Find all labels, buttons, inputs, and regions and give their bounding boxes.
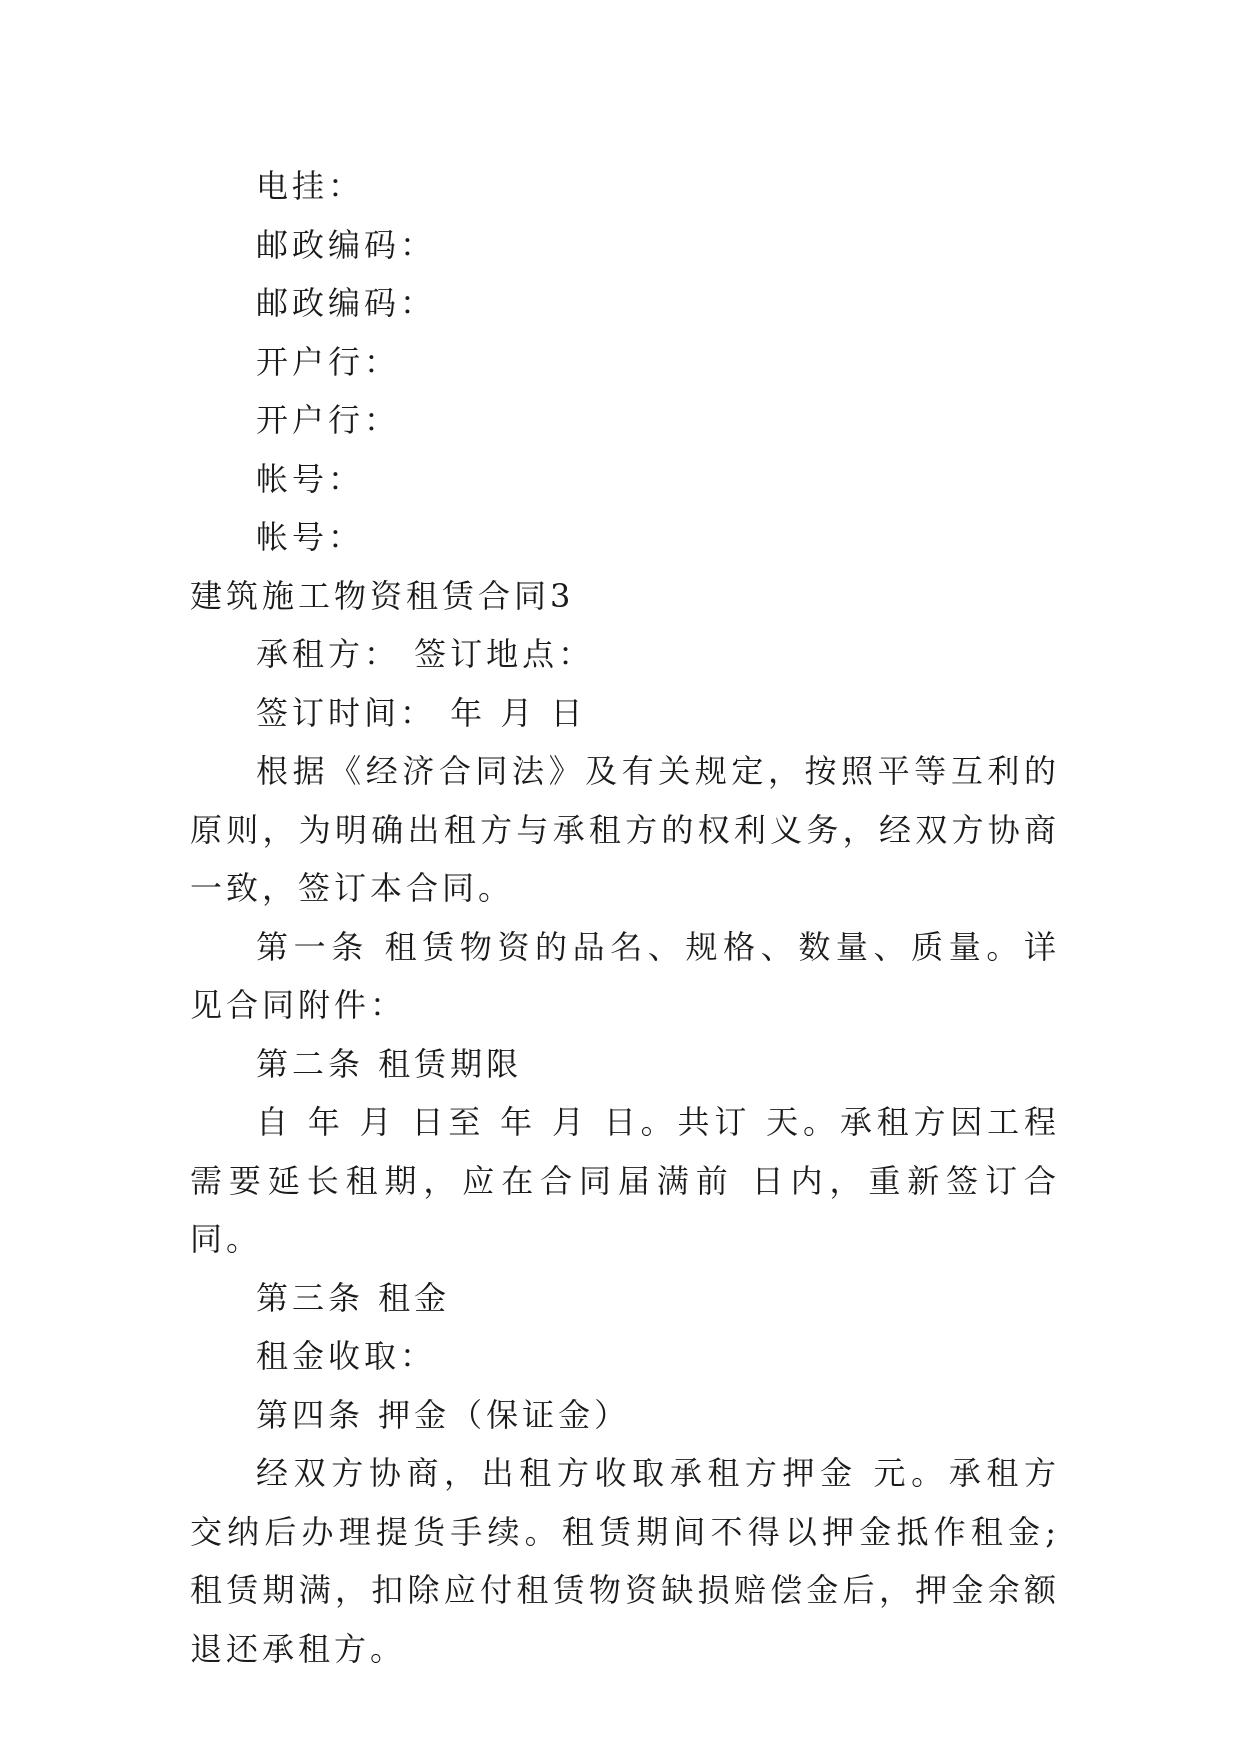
article-2-body: 自 年 月 日至 年 月 日。共订 天。承租方因工程需要延长租期，应在合同届满前 日内，重新签订合同。 bbox=[190, 1103, 1060, 1258]
article-2-heading: 第二条 租赁期限 bbox=[256, 1044, 523, 1083]
bank-line: 开户行： bbox=[256, 401, 401, 439]
article-3-heading: 第三条 租金 bbox=[256, 1278, 451, 1317]
lessee-line: 承租方： 签订地点： bbox=[256, 635, 595, 673]
account-line: 帐号： bbox=[256, 459, 365, 498]
article-1: 第一条 租赁物资的品名、规格、数量、质量。详见合同附件： bbox=[190, 927, 1060, 1024]
account-line: 帐号： bbox=[256, 518, 365, 556]
article-4-heading: 第四条 押金（保证金） bbox=[256, 1395, 631, 1434]
preamble-paragraph: 根据《经济合同法》及有关规定，按照平等互利的原则，为明确出租方与承租方的权利义务，经双方协商一致，签订本合同。 bbox=[190, 752, 1060, 907]
bank-line: 开户行： bbox=[256, 342, 401, 381]
document-page bbox=[190, 157, 1060, 1678]
article-4-body: 经双方协商，出租方收取承租方押金 元。承租方交纳后办理提货手续。租赁期间不得以押金抵作租金;租赁期满，扣除应付租赁物资缺损赔偿金后，押金余额退还承租方。 bbox=[190, 1454, 1060, 1668]
contract-title: 建筑施工物资租赁合同3 bbox=[190, 576, 575, 615]
telegraph-line: 电挂： bbox=[256, 167, 365, 205]
sign-time-line: 签订时间： 年 月 日 bbox=[256, 693, 587, 732]
article-3-body: 租金收取： bbox=[256, 1337, 437, 1375]
postal-code-line: 邮政编码： bbox=[256, 284, 437, 322]
postal-code-line: 邮政编码： bbox=[256, 225, 437, 264]
